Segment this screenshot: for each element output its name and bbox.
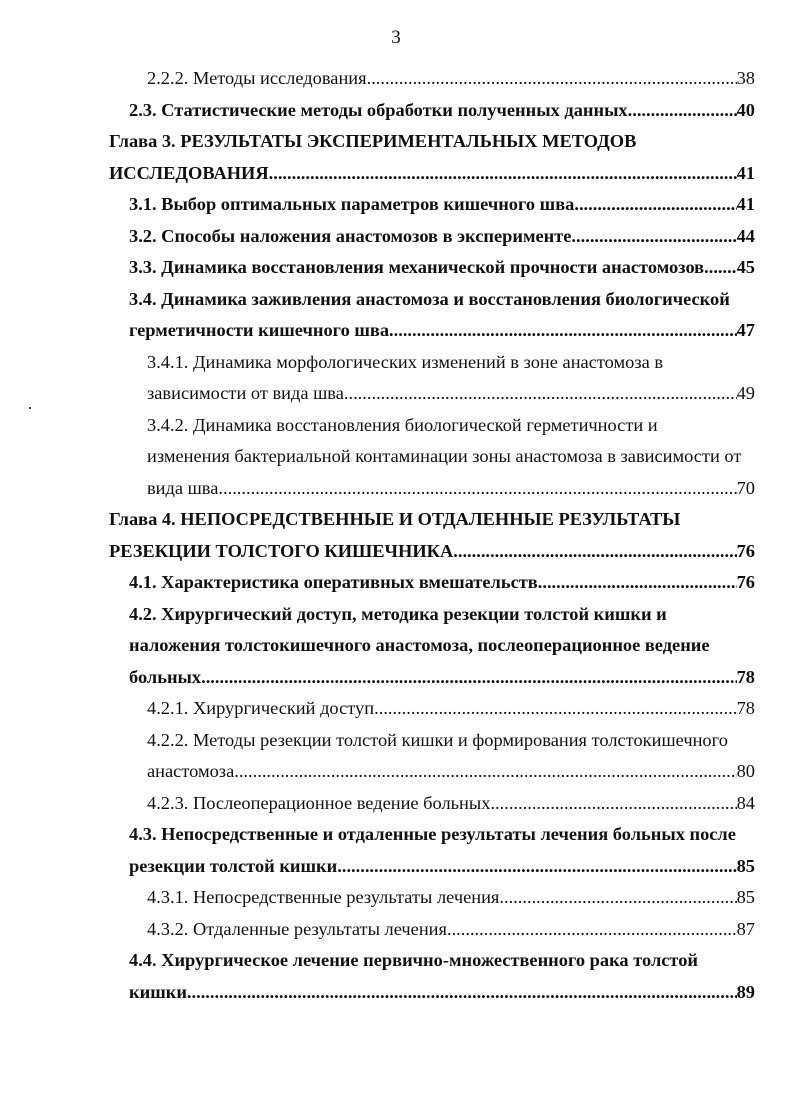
- toc-leader-dots: [348, 378, 736, 410]
- toc-entry: [129, 284, 755, 316]
- toc-entry-title: 4.2.2. Методы резекции толстой кишки и формирования толстокишечного: [147, 729, 728, 750]
- toc-leader-dots: [379, 693, 737, 725]
- toc-entry: [129, 252, 755, 284]
- toc-leader-dots: [394, 315, 737, 347]
- toc-leader-dots: [342, 851, 737, 883]
- toc-leader-dots: [239, 756, 737, 788]
- toc-entry: [147, 441, 755, 473]
- toc-entry: [129, 662, 755, 694]
- toc-entry: [129, 315, 755, 347]
- toc-entry-title: 4.4. Хирургическое лечение первично-множественного рака толстой: [129, 950, 699, 970]
- toc-leader-dots: [273, 158, 736, 190]
- toc-entry: [129, 599, 755, 631]
- toc-entry-page: 84: [736, 792, 755, 813]
- toc-entry-title: 4.2. Хирургический доступ, методика резекции толстой кишки и: [129, 603, 667, 624]
- toc-leader-dots: [201, 662, 737, 694]
- toc-entry: [147, 756, 755, 788]
- toc-entry-page: 41: [736, 194, 755, 214]
- scan-speck: [29, 407, 31, 409]
- toc-entry: [129, 189, 755, 221]
- toc-entry-page: 44: [736, 225, 755, 246]
- toc-entry-page: 78: [736, 698, 755, 718]
- toc-leader-dots: [504, 882, 737, 914]
- toc-entry: [129, 851, 755, 883]
- toc-entry-page: 45: [736, 257, 755, 277]
- toc-leader-dots: [495, 788, 737, 820]
- toc-entry-page: 87: [736, 918, 755, 939]
- toc-entry-page: 40: [736, 99, 755, 120]
- toc-entry-title: наложения толстокишечного анастомоза, послеоперационное ведение: [129, 635, 710, 655]
- toc-entry: [147, 63, 755, 95]
- toc-entry: [129, 95, 755, 127]
- toc-entry-title: 3.4. Динамика заживления анастомоза и восстановления биологической: [129, 288, 730, 309]
- toc-leader-dots: [192, 977, 737, 1009]
- toc-entry-title: зависимости от вида шва.: [147, 383, 349, 403]
- toc-entry: [147, 914, 755, 946]
- toc-entry: [147, 882, 755, 914]
- toc-entry-page: 70: [736, 477, 755, 498]
- toc-entry: [109, 536, 755, 568]
- toc-entry: [109, 504, 755, 536]
- toc-entry-title: 3.4.1. Динамика морфологических изменений в зоне анастомоза в: [147, 351, 664, 372]
- toc-entry-page: 76: [736, 540, 755, 561]
- toc-leader-dots: [579, 189, 737, 221]
- toc-entry-title: 4.2.1. Хирургический доступ.: [147, 698, 379, 718]
- toc-entry-page: 85: [736, 887, 755, 907]
- toc-entry: [129, 630, 755, 662]
- toc-entry-title: изменения бактериальной контаминации зоны анастомоза в зависимости от: [147, 446, 742, 466]
- toc-entry-title: 4.3. Непосредственные и отдаленные результаты лечения больных после: [129, 824, 736, 844]
- toc-entry-title: анастомоза.: [147, 761, 239, 781]
- toc-entry-title: 3.1. Выбор оптимальных параметров кишечного шва.: [129, 194, 579, 214]
- toc-leader-dots: [632, 95, 736, 127]
- toc-entry-title: 4.2.3. Послеоперационное ведение больных.: [147, 792, 496, 813]
- toc-entry-title: Глава 3. РЕЗУЛЬТАТЫ ЭКСПЕРИМЕНТАЛЬНЫХ МЕТОДОВ: [109, 131, 637, 151]
- toc-entry-title: герметичности кишечного шва.: [129, 320, 394, 340]
- toc-entry: [147, 473, 755, 505]
- toc-entry-page: 47: [736, 320, 755, 340]
- toc-entry-title: 4.3.1. Непосредственные результаты лечения.: [147, 887, 504, 907]
- toc-entry-page: 78: [736, 666, 755, 687]
- toc-entry: [129, 819, 755, 851]
- toc-entry: [129, 977, 755, 1009]
- toc-entry-title: ИССЛЕДОВАНИЯ.: [109, 162, 274, 183]
- toc-entry: [129, 221, 755, 253]
- toc-leader-dots: [458, 536, 737, 568]
- toc-entry: [147, 410, 755, 442]
- toc-entry-page: 41: [736, 162, 755, 183]
- toc-entry-page: 76: [736, 572, 755, 592]
- toc-entry: [147, 725, 755, 757]
- toc-leader-dots: [542, 567, 736, 599]
- toc-entry-page: 49: [736, 383, 755, 403]
- toc-entry-page: 38: [736, 68, 755, 88]
- toc-entry-title: резекции толстой кишки.: [129, 855, 342, 876]
- toc-leader-dots: [223, 473, 737, 505]
- toc-leader-dots: [709, 252, 737, 284]
- toc-entry-title: 3.2. Способы наложения анастомозов в эксперименте.: [129, 225, 577, 246]
- toc-entry-page: 89: [736, 981, 755, 1002]
- toc-leader-dots: [452, 914, 737, 946]
- toc-entry: [129, 945, 755, 977]
- toc-entry-page: 85: [736, 855, 755, 876]
- toc-entry: [109, 158, 755, 190]
- toc-entry: [147, 788, 755, 820]
- toc-entry-title: 4.3.2. Отдаленные результаты лечения.: [147, 918, 452, 939]
- toc-leader-dots: [576, 221, 737, 253]
- toc-entry: [147, 693, 755, 725]
- toc-entry: [129, 567, 755, 599]
- page-number: 3: [391, 27, 401, 48]
- toc-entry-title: кишки.: [129, 981, 192, 1002]
- toc-entry-title: 2.2.2. Методы исследования.: [147, 68, 372, 88]
- toc-entry-title: вида шва.: [147, 477, 224, 498]
- toc-entry-title: 3.4.2. Динамика восстановления биологической герметичности и: [147, 414, 658, 435]
- toc-entry-title: 2.3. Статистические методы обработки полученных данных.: [129, 99, 633, 120]
- toc-entry-title: больных: [129, 666, 202, 687]
- toc-entry-title: 4.1. Характеристика оперативных вмешательств.: [129, 572, 543, 592]
- toc-entry-title: РЕЗЕКЦИИ ТОЛСТОГО КИШЕЧНИКА.: [109, 540, 458, 561]
- toc-entry-title: 3.3. Динамика восстановления механической прочности анастомозов.: [129, 257, 709, 277]
- toc-leader-dots: [371, 63, 736, 95]
- toc-entry-page: 80: [736, 761, 755, 781]
- toc-entry: [109, 126, 755, 158]
- toc-entry: [147, 347, 755, 379]
- toc-entry: [147, 378, 755, 410]
- toc-entry-title: Глава 4. НЕПОСРЕДСТВЕННЫЕ И ОТДАЛЕННЫЕ РЕЗУЛЬТАТЫ: [109, 509, 681, 529]
